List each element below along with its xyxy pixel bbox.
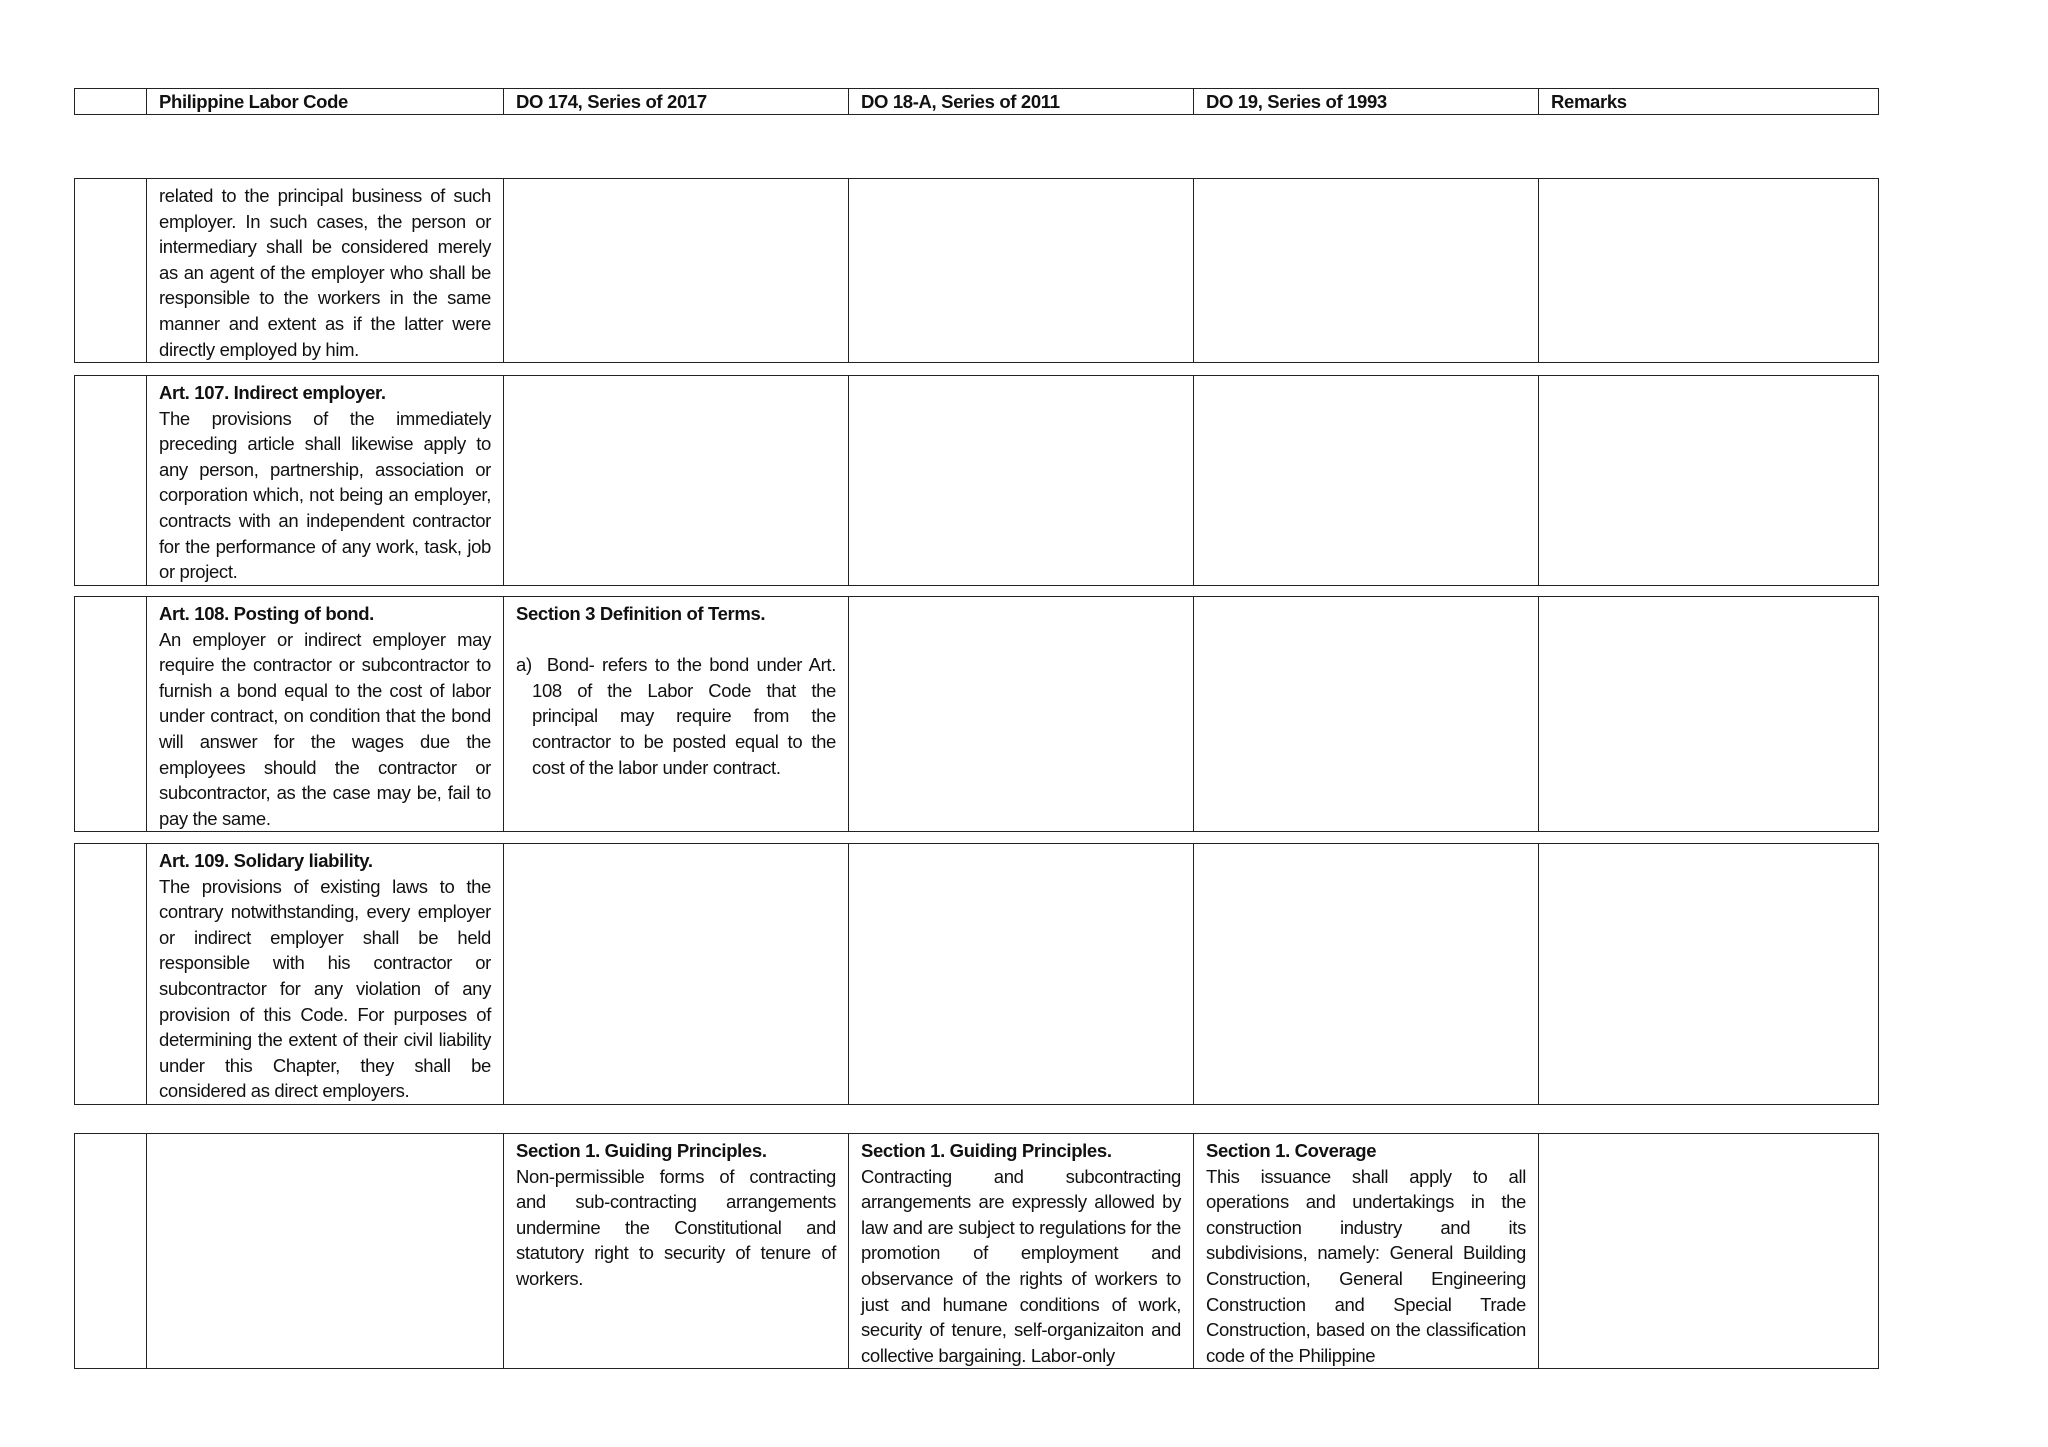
section-title: Section 3 Definition of Terms. [516,603,766,624]
do18a-cell [849,179,1194,363]
table-row [74,596,1879,832]
do174-cell [504,179,849,363]
header-cell-remarks: Remarks [1539,89,1879,115]
header-table [74,88,1879,115]
row-number-cell [75,179,147,363]
header-cell-do174: DO 174, Series of 2017 [504,89,849,115]
article-title: Art. 109. Solidary liability. [159,850,373,871]
do18a-cell [849,597,1194,832]
labor-code-text: The provisions of the immediately preceding article shall likewise apply to any person, partnership, association or corporation which, not being an employer, contracts with an independent contractor for the performance of any work, task, job or project. [159,407,491,583]
labor-code-cell [147,1134,504,1369]
section-title: Section 1. Coverage [1206,1140,1377,1161]
do18a-cell [849,1134,1194,1369]
table-row [74,375,1879,586]
do174-text: Non-permissible forms of contracting and sub-contracting arrangements undermine the Constitutional and statutory right to security of tenure of workers. [516,1165,836,1289]
do18a-cell [849,844,1194,1105]
section-title: Section 1. Guiding Principles. [861,1140,1112,1161]
row-number-cell [75,1134,147,1369]
do19-cell [1194,844,1539,1105]
row-number-cell [75,376,147,586]
do174-cell [504,844,849,1105]
header-cell-do18a: DO 18-A, Series of 2011 [849,89,1194,115]
section-title: Section 1. Guiding Principles. [516,1140,767,1161]
table-row [74,843,1879,1105]
labor-code-text: An employer or indirect employer may require the contractor or subcontractor to furnish a bond equal to the cost of labor under contract, on condition that the bond will answer for the wages due the employees should the contractor or subcontractor, as the case may be, fail to pay the same. [159,628,491,829]
header-cell-labor-code: Philippine Labor Code [147,89,504,115]
do174-cell [504,597,849,832]
do18a-cell [849,376,1194,586]
remarks-cell [1539,376,1879,586]
do19-cell [1194,376,1539,586]
table-row [74,1133,1879,1369]
labor-code-text: The provisions of existing laws to the contrary notwithstanding, every employer or indirect employer shall be held responsible with his contractor or subcontractor for any violation of any provision of this Code. For purposes of determining the extent of their civil liability under this Chapter, they shall be considered as direct employers. [159,875,491,1102]
row-number-cell [75,597,147,832]
do18a-text: Contracting and subcontracting arrangements are expressly allowed by law and are subject to regulations for the promotion of employment and observance of the rights of workers to just and humane conditions of work, security of tenure, self-organizaiton and collective bargaining. Labor-only [861,1165,1181,1366]
definition-item: a) Bond- refers to the bond under Art. 108 of the Labor Code that the principal may require from the contractor to be posted equal to the cost of the labor under contract. [516,654,836,778]
remarks-cell [1539,844,1879,1105]
do174-cell [504,1134,849,1369]
labor-code-cell [147,844,504,1105]
row-number-cell [75,844,147,1105]
remarks-cell [1539,1134,1879,1369]
do19-text: This issuance shall apply to all operations and undertakings in the construction industry and its subdivisions, namely: General Building Construction, General Engineering Construction and Special Trade Construction, based on the classification code of the Philippine [1206,1165,1526,1366]
article-title: Art. 108. Posting of bond. [159,603,374,624]
do174-cell [504,376,849,586]
remarks-cell [1539,597,1879,832]
labor-code-cell [147,376,504,586]
labor-code-text: related to the principal business of such employer. In such cases, the person or intermediary shall be considered merely as an agent of the employer who shall be responsible to the workers in the same manner and extent as if the latter were directly employed by him. [159,185,491,360]
do19-cell [1194,1134,1539,1369]
header-cell-do19: DO 19, Series of 1993 [1194,89,1539,115]
do19-cell [1194,597,1539,832]
table-row [74,178,1879,363]
article-title: Art. 107. Indirect employer. [159,382,386,403]
header-row [75,89,1879,115]
do19-cell [1194,179,1539,363]
labor-code-cell [147,597,504,832]
labor-code-cell [147,179,504,363]
header-cell-number [75,89,147,115]
remarks-cell [1539,179,1879,363]
